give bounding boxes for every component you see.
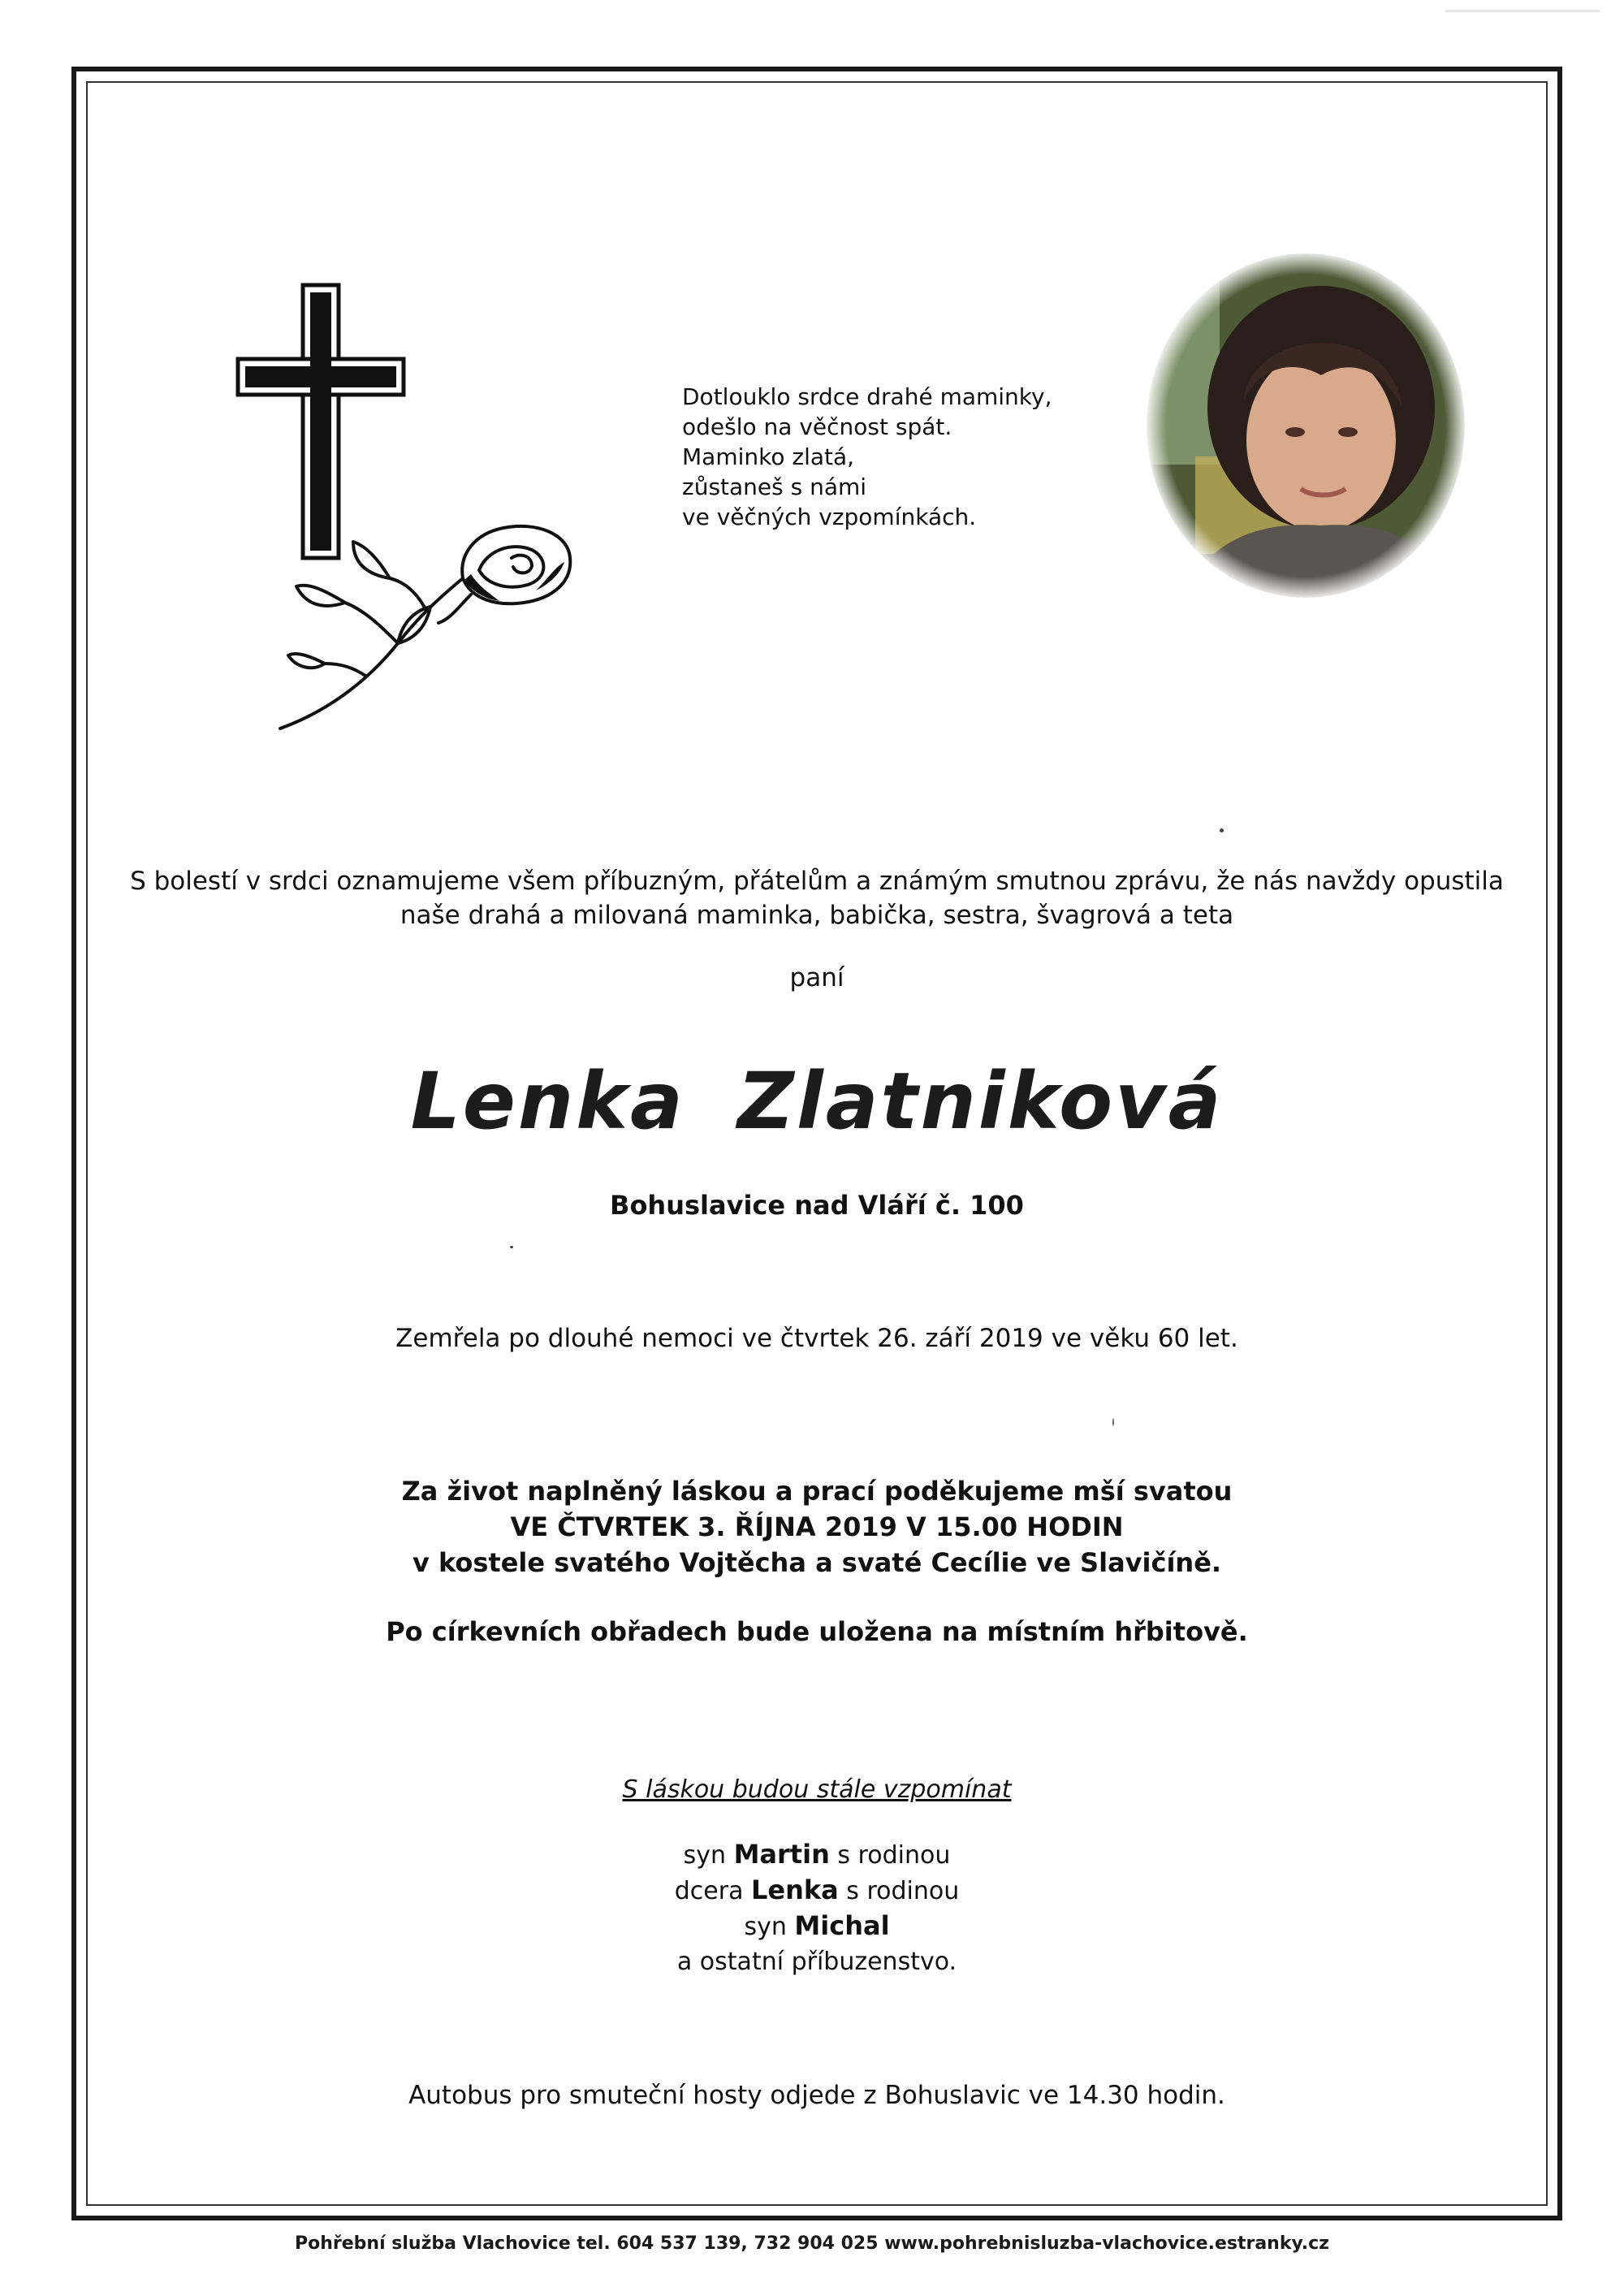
poem-line: odešlo na věčnost spát. [682, 413, 952, 440]
mourner-relation: syn [744, 1913, 787, 1941]
burial-notice: Po církevních obřadech bude uložena na místním hřbitově. [386, 1616, 1248, 1647]
poem-line: zůstaneš s námi [682, 473, 867, 500]
bus-notice: Autobus pro smuteční hosty odjede z Bohuslavic ve 14.30 hodin. [408, 2081, 1225, 2110]
scan-speck [1220, 828, 1224, 832]
mourner-entry [86, 1837, 1548, 1873]
mourners-closing: a ostatní příbuzenstvo. [676, 1948, 957, 1976]
announcement-line: naše drahá a milovaná maminka, babička, sestra, švagrová a teta [400, 901, 1234, 930]
deceased-name [86, 1056, 1548, 1147]
funeral-service-footer: Pohřební služba Vlachovice tel. 604 537 139, 732 904 025 www.pohrebnisluzba-vlachovice.estranky.cz [294, 2233, 1329, 2254]
rose-icon [276, 521, 577, 739]
mourner-name: Michal [794, 1910, 890, 1941]
mourners-list [86, 1837, 1548, 1979]
mourner-suffix: s rodinou [846, 1877, 960, 1905]
deceased-last-name: Zlatniková [737, 1056, 1224, 1147]
scan-speck [1112, 1418, 1114, 1426]
deceased-first-name: Lenka [410, 1056, 685, 1147]
cross-icon [235, 283, 406, 560]
mourner-name: Lenka [751, 1874, 839, 1905]
poem-line: Maminko zlatá, [682, 443, 855, 470]
ceremony-line: Za život naplněný láskou a prací poděkujeme mší svatou [401, 1476, 1233, 1507]
portrait-photo [1147, 253, 1465, 598]
mourner-relation: dcera [674, 1877, 744, 1905]
scan-speck [510, 1246, 513, 1248]
poem-line: Dotlouklo srdce drahé maminky, [682, 383, 1052, 410]
announcement-line: S bolestí v srdci oznamujeme všem příbuzným, přátelům a známým smutnou zprávu, že nás navždy opustila [130, 867, 1504, 896]
mourner-entry [86, 1873, 1548, 1909]
mourner-suffix: s rodinou [837, 1841, 951, 1870]
honorific: paní [789, 963, 844, 992]
deceased-address: Bohuslavice nad Vláří č. 100 [610, 1190, 1024, 1221]
ceremony-details [86, 1473, 1548, 1580]
mourner-name: Martin [733, 1839, 830, 1870]
announcement [86, 864, 1548, 932]
poem-line: ve věčných vzpomínkách. [682, 504, 977, 530]
mourner-entry [86, 1909, 1548, 1944]
scan-edge-mark [1445, 10, 1600, 12]
ceremony-date: VE ČTVRTEK 3. ŘÍJNA 2019 V 15.00 HODIN [510, 1511, 1124, 1542]
mourners-heading: S láskou budou stále vzpomínat [622, 1775, 1012, 1804]
death-notice: Zemřela po dlouhé nemoci ve čtvrtek 26. září 2019 ve věku 60 let. [395, 1324, 1238, 1353]
mourner-relation: syn [683, 1841, 727, 1870]
ceremony-location: v kostele svatého Vojtěcha a svaté Cecílie ve Slavičíně. [412, 1547, 1222, 1578]
poem [682, 382, 1104, 532]
